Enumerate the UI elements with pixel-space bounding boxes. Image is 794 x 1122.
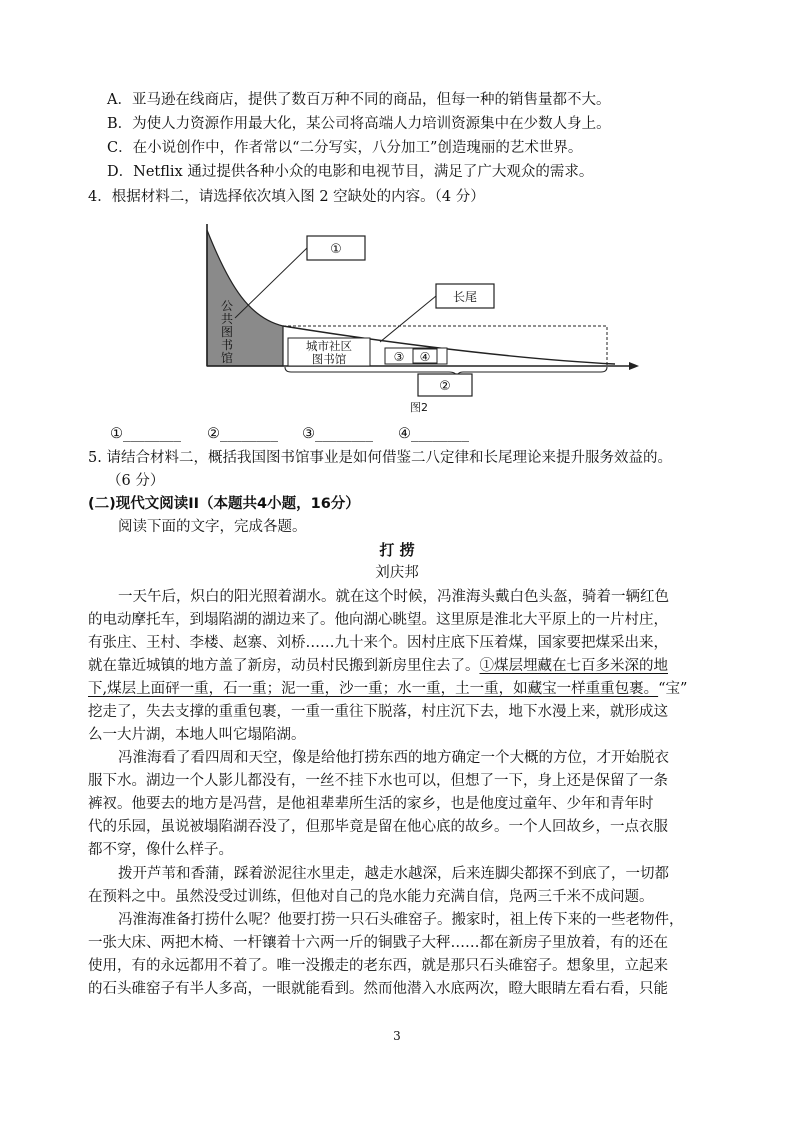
- blank-1-label: ①: [330, 242, 342, 257]
- p4-line-1: 冯淮海准备打捞什么呢？他要打捞一只石头碓窑子。搬家时，祖上传下来的一些老物件，: [118, 912, 684, 928]
- blank-3-label: ③: [393, 350, 405, 364]
- article-author: 刘庆邦: [375, 565, 419, 581]
- blank-2-label: ②: [439, 379, 451, 394]
- label-public-lib-2: 共: [221, 312, 234, 326]
- p1-line-4-text: 就在靠近城镇的地方盖了新房，动员村民搬到新房里住去了。: [88, 658, 480, 674]
- p1-line-3: 有张庄、王村、李楼、赵寨、刘桥……九十来个。因村庄底下压着煤，国家要把煤采出来，: [88, 635, 668, 651]
- x-axis-arrow: [629, 362, 639, 370]
- p1-line-7: 么一大片湖，本地人叫它塌陷湖。: [88, 727, 306, 743]
- answer-blank-4: ④________: [398, 426, 469, 442]
- p1-line-5: [88, 679, 687, 699]
- p1-line-1: 一天午后，炽白的阳光照着湖水。就在这个时候，冯淮海头戴白色头盔，骑着一辆红色: [118, 589, 669, 605]
- underlined-sentence-1-cont: 下,煤层上面砰一重，石一重；泥一重，沙一重；水一重，土一重，如藏宝一样重重包裹。: [88, 681, 659, 697]
- p2-line-5: 都不穿，像什么样子。: [88, 842, 233, 858]
- p1-line-2: 的电动摩托车，到塌陷湖的湖边来了。他向湖心眺望。这里原是淮北大平原上的一片村庄，: [88, 612, 668, 628]
- figure-caption: 图2: [410, 401, 428, 414]
- p3-line-2: 在预料之中。虽然没受过训练，但他对自己的凫水能力充满自信，凫两三千米不成问题。: [88, 889, 654, 905]
- underlined-sentence-1: ①煤层埋藏在七百多米深的地: [479, 658, 668, 674]
- answer-blank-1: ①________: [110, 426, 181, 442]
- p1-line-6: 挖走了，失去支撑的重重包裹，一重一重往下脱落，村庄沉下去，地下水漫上来，就形成这: [88, 704, 668, 720]
- p2-line-3: 裤衩。他要去的地方是冯营，是他祖辈辈所生活的家乡，也是他度过童年、少年和青年时: [88, 796, 654, 812]
- city-library-label-2: 图书馆: [311, 352, 347, 366]
- figure-2-diagram: [195, 218, 645, 418]
- section-instruction: 阅读下面的文字，完成各题。: [118, 519, 307, 535]
- label-public-lib-1: 公: [221, 299, 234, 313]
- p4-line-4: 的石头碓窑子有半人多高，一眼就能看到。然而他潜入水底两次，瞪大眼睛左看右看，只能: [88, 981, 668, 997]
- p4-line-3: 使用，有的永远都用不着了。唯一没搬走的老东西，就是那只石头碓窑子。想象里，立起来: [88, 958, 668, 974]
- page-number: 3: [393, 1029, 401, 1043]
- answer-blank-3: ③________: [302, 426, 373, 442]
- p2-line-2: 服下水。湖边一个人影儿都没有，一丝不挂下水也可以，但想了一下，身上还是保留了一条: [88, 773, 668, 789]
- city-library-label-1: 城市社区: [306, 339, 352, 353]
- question-4: 4．根据材料二，请选择依次填入图 2 空缺处的内容。（4 分）: [88, 189, 485, 205]
- option-a: A．亚马逊在线商店，提供了数百万种不同的商品，但每一种的销售量都不大。: [107, 92, 611, 108]
- label-public-lib-3: 图: [221, 325, 234, 339]
- question-5-line-2: （6 分）: [107, 473, 165, 489]
- p2-line-1: 冯淮海看了看四周和天空，像是给他打捞东西的地方确定一个大概的方位，才开始脱衣: [118, 750, 669, 766]
- answer-blank-2: ②________: [207, 426, 278, 442]
- public-library-area: [207, 230, 283, 366]
- section-title: (二)现代文阅读II（本题共4小题，16分）: [88, 496, 360, 512]
- label-public-lib-5: 馆: [221, 351, 234, 365]
- p2-line-4: 代的乐园，虽说被塌陷湖吞没了，但那毕竟是留在他心底的故乡。一个人回故乡，一点衣服: [88, 819, 668, 835]
- label-public-lib-4: 书: [221, 338, 234, 352]
- article-title: 打 捞: [379, 541, 415, 559]
- p1-line-4: [88, 656, 668, 676]
- blank-4-label: ④: [419, 350, 431, 364]
- question-5-line-1: 5. 请结合材料二，概括我国图书馆事业是如何借鉴二八定律和长尾理论来提升服务效益的。: [88, 450, 672, 466]
- p3-line-1: 拨开芦苇和香蒲，踩着淤泥往水里走，越走水越深，后来连脚尖都探不到底了，一切都: [118, 866, 669, 882]
- option-c: C．在小说创作中，作者常以“二分写实，八分加工”创造瑰丽的艺术世界。: [107, 140, 583, 156]
- option-d: D．Netflix 通过提供各种小众的电影和电视节目，满足了广大观众的需求。: [107, 164, 594, 180]
- p4-line-2: 一张大床、两把木椅、一杆镶着十六两一斤的铜戥子大秤……都在新房子里放着，有的还在: [88, 935, 668, 951]
- option-b: B．为使人力资源作用最大化，某公司将高端人力培训资源集中在少数人身上。: [107, 116, 611, 132]
- p1-line-5-text: “宝”: [658, 681, 688, 697]
- long-tail-label: 长尾: [452, 290, 478, 304]
